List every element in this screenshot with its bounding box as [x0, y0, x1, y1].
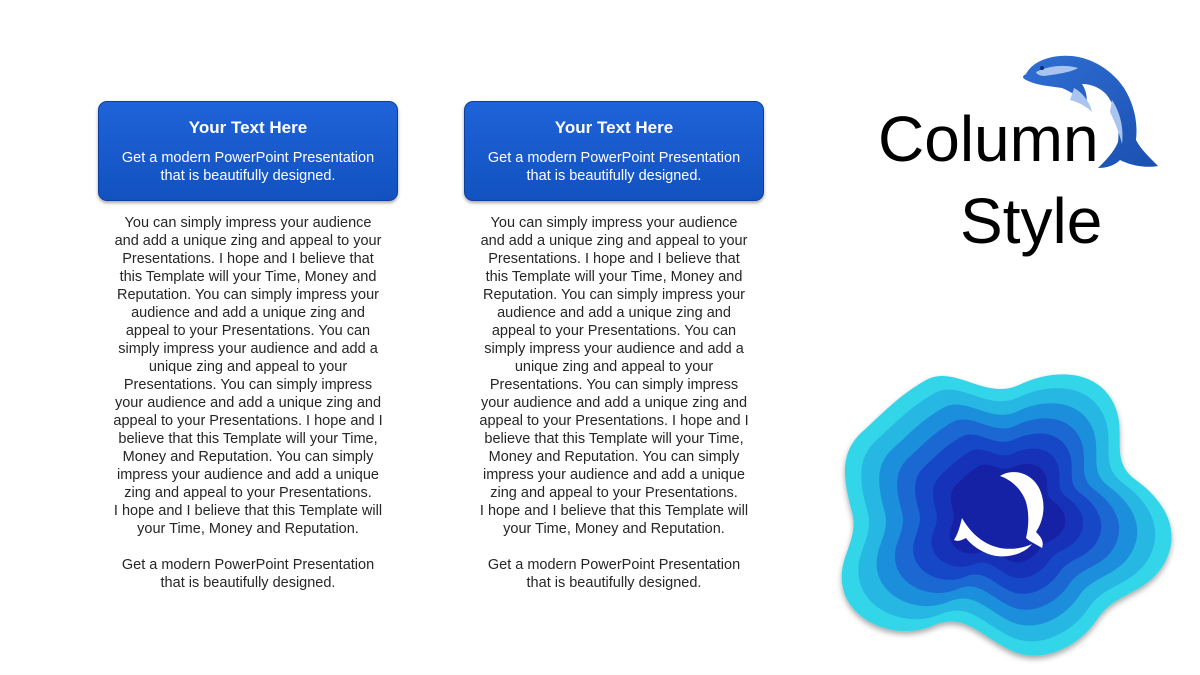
column-1-subheading-line: Get a modern PowerPoint Presentation — [121, 150, 375, 166]
body-line: I hope and I believe that this Template will — [113, 503, 383, 519]
body-line: impress your audience and add a unique — [483, 467, 745, 483]
slide-title-line-2: Style — [960, 185, 1103, 257]
body-line: appeal to your Presentations. I hope and I — [113, 413, 383, 429]
body-line: audience and add a unique zing and — [131, 305, 365, 321]
body-line: zing and appeal to your Presentations. — [490, 485, 738, 501]
column-2-subheading-line: Get a modern PowerPoint Presentation — [487, 150, 741, 166]
body-line: I hope and I believe that this Template will — [479, 503, 749, 519]
body-line: impress your audience and add a unique — [117, 467, 379, 483]
body-line: Presentations. I hope and I believe that — [488, 251, 740, 267]
body-line: believe that this Template will your Time, — [118, 431, 378, 447]
footer-line: that is beautifully designed. — [160, 575, 336, 591]
blank-line — [98, 538, 398, 556]
column-2-subheading — [465, 149, 763, 185]
column-1-header-box — [98, 101, 398, 201]
body-line: appeal to your Presentations. You can — [125, 323, 371, 339]
body-line: your Time, Money and Reputation. — [137, 521, 359, 537]
body-line: this Template will your Time, Money and — [485, 269, 743, 285]
dolphin-icon — [1020, 48, 1162, 176]
text-column-2 — [464, 101, 764, 592]
body-line: Presentations. You can simply impress — [123, 377, 373, 393]
column-1-subheading — [99, 149, 397, 185]
dolphin-shape — [1023, 56, 1158, 168]
blank-line — [464, 538, 764, 556]
body-line: Reputation. You can simply impress your — [483, 287, 745, 303]
footer-line: that is beautifully designed. — [526, 575, 702, 591]
body-line: this Template will your Time, Money and — [119, 269, 377, 285]
column-2-header-box — [464, 101, 764, 201]
column-1-body — [98, 214, 398, 592]
body-line: your audience and add a unique zing and — [114, 395, 382, 411]
footer-line: Get a modern PowerPoint Presentation — [487, 557, 741, 573]
column-1-subheading-line: that is beautifully designed. — [160, 168, 336, 184]
body-line: Money and Reputation. You can simply — [122, 449, 374, 465]
column-1-heading: Your Text Here — [188, 118, 308, 137]
body-line: and add a unique zing and appeal to your — [114, 233, 382, 249]
text-column-1 — [98, 101, 398, 592]
body-line: unique zing and appeal to your — [514, 359, 714, 375]
body-line: your audience and add a unique zing and — [480, 395, 748, 411]
body-line: and add a unique zing and appeal to your — [480, 233, 748, 249]
slide-title-line-1: Column — [878, 103, 1099, 175]
body-line: zing and appeal to your Presentations. — [124, 485, 372, 501]
body-line: Money and Reputation. You can simply — [488, 449, 740, 465]
body-line: You can simply impress your audience — [490, 215, 738, 231]
body-line: unique zing and appeal to your — [148, 359, 348, 375]
body-line: Presentations. You can simply impress — [489, 377, 739, 393]
body-line: believe that this Template will your Time, — [484, 431, 744, 447]
body-line: Presentations. I hope and I believe that — [122, 251, 374, 267]
column-2-subheading-line: that is beautifully designed. — [526, 168, 702, 184]
body-line: appeal to your Presentations. You can — [491, 323, 737, 339]
body-line: Reputation. You can simply impress your — [117, 287, 379, 303]
papercut-ocean-fish-icon — [836, 362, 1180, 664]
body-line: You can simply impress your audience — [124, 215, 372, 231]
column-2-body — [464, 214, 764, 592]
body-line: simply impress your audience and add a — [118, 341, 378, 357]
body-line: audience and add a unique zing and — [497, 305, 731, 321]
body-line: simply impress your audience and add a — [484, 341, 744, 357]
column-2-heading: Your Text Here — [554, 118, 674, 137]
footer-line: Get a modern PowerPoint Presentation — [121, 557, 375, 573]
body-line: your Time, Money and Reputation. — [503, 521, 725, 537]
body-line: appeal to your Presentations. I hope and I — [479, 413, 749, 429]
